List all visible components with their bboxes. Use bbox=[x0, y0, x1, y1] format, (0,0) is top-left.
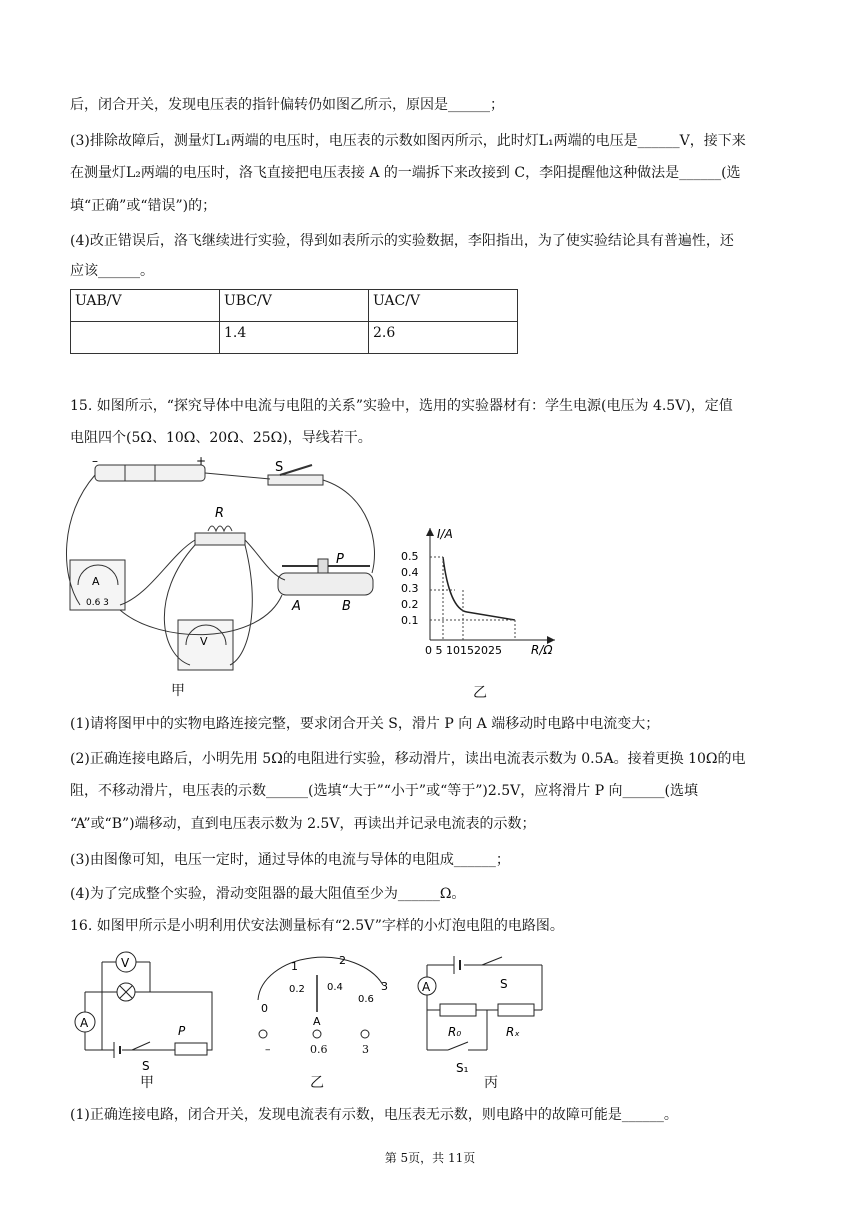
svg-text:Rₓ: Rₓ bbox=[506, 1025, 520, 1039]
svg-text:A: A bbox=[80, 1016, 89, 1030]
graph-curve bbox=[443, 557, 515, 620]
page-footer: 第 5页，共 11页 bbox=[384, 1151, 476, 1165]
text-line: 应该______。 bbox=[70, 263, 154, 279]
figure-caption-jia: 甲 bbox=[171, 683, 185, 699]
table-header-cell bbox=[71, 290, 220, 322]
svg-text:S: S bbox=[142, 1059, 150, 1073]
xticks: 0 5 10152025 bbox=[425, 644, 502, 657]
text-line: 填“正确”或“错误”)的； bbox=[70, 198, 217, 214]
svg-text:+: + bbox=[196, 455, 207, 468]
ytick: 0.5 bbox=[401, 550, 419, 563]
ytick: 0.4 bbox=[401, 566, 419, 579]
terminal-b-label: B bbox=[342, 599, 351, 614]
r0-symbol bbox=[440, 1004, 476, 1016]
resistor-label: R bbox=[215, 506, 225, 521]
table-cell bbox=[71, 322, 220, 354]
svg-text:A: A bbox=[422, 980, 431, 994]
svg-text:P: P bbox=[178, 1024, 186, 1038]
table-row bbox=[71, 322, 518, 354]
ammeter-scale: 0.6 3 bbox=[86, 598, 109, 608]
text-line: 阻，不移动滑片，电压表的示数______(选填“大于”“小于”或“等于”)2.5V，应将滑片 P 向______(选填 bbox=[70, 783, 699, 799]
header-uab: UAB/V bbox=[75, 293, 122, 309]
svg-text:A: A bbox=[313, 1015, 321, 1028]
svg-text:3: 3 bbox=[381, 980, 388, 993]
table-header-row bbox=[71, 290, 518, 322]
ytick: 0.2 bbox=[401, 598, 419, 611]
question-15-line: 电阻四个(5Ω、10Ω、20Ω、25Ω)，导线若干。 bbox=[70, 430, 372, 446]
terminal-a-label: A bbox=[292, 599, 301, 614]
svg-text:2: 2 bbox=[339, 954, 346, 967]
figure-16-jia-circuit bbox=[70, 950, 230, 1080]
header-ubc: UBC/V bbox=[224, 293, 272, 309]
svg-text:–: – bbox=[92, 455, 98, 468]
rx-symbol bbox=[498, 1004, 534, 1016]
terminal-neg: – bbox=[265, 1043, 271, 1056]
figure-15-graph bbox=[395, 520, 565, 660]
svg-text:1: 1 bbox=[291, 960, 298, 973]
text-line: (2)正确连接电路后，小明先用 5Ω的电阻进行实验，移动滑片，读出电流表示数为 0.5A。接着更换 10Ω的电 bbox=[70, 751, 746, 767]
graph-ylabel: I/A bbox=[437, 527, 453, 541]
figure-caption-yi: 乙 bbox=[473, 685, 487, 701]
figure-16-bing-circuit bbox=[412, 950, 562, 1085]
voltage-table bbox=[70, 289, 518, 354]
svg-text:S: S bbox=[500, 977, 508, 991]
ammeter-label: A bbox=[92, 575, 100, 588]
figure-16-meter bbox=[243, 950, 393, 1050]
rheostat bbox=[278, 573, 373, 595]
question-15-line: 15. 如图所示，“探究导体中电流与电阻的关系”实验中，选用的实验器材有：学生电源(电压为 4.5V)，定值 bbox=[70, 398, 733, 414]
text-line: “A”或“B”)端移动，直到电压表示数为 2.5V，再读出并记录电流表的示数； bbox=[70, 816, 536, 832]
table-header-cell bbox=[220, 290, 369, 322]
figure-15-circuit bbox=[60, 455, 380, 700]
text-line: (4)为了完成整个实验，滑动变阻器的最大阻值至少为______Ω。 bbox=[70, 886, 466, 902]
ytick: 0.1 bbox=[401, 614, 419, 627]
rheostat-symbol bbox=[175, 1043, 207, 1055]
text-line: (1)请将图甲中的实物电路连接完整，要求闭合开关 S，滑片 P 向 A 端移动时电路中电流变大； bbox=[70, 716, 660, 732]
ytick: 0.3 bbox=[401, 582, 419, 595]
resistor bbox=[195, 533, 245, 545]
terminal-3: 3 bbox=[362, 1043, 369, 1056]
table-cell: 2.6 bbox=[369, 322, 518, 354]
svg-text:S₁: S₁ bbox=[456, 1061, 469, 1075]
figure-caption-bing: 丙 bbox=[484, 1075, 498, 1091]
switch bbox=[268, 475, 323, 485]
figure-caption-yi: 乙 bbox=[310, 1075, 324, 1091]
table-cell: 1.4 bbox=[220, 322, 369, 354]
text-line: (1)正确连接电路，闭合开关，发现电流表有示数，电压表无示数，则电路中的故障可能是______。 bbox=[70, 1107, 678, 1123]
svg-text:0.2: 0.2 bbox=[289, 984, 305, 995]
header-uac: UAC/V bbox=[373, 293, 421, 309]
figure-caption-jia: 甲 bbox=[140, 1075, 154, 1091]
graph-xlabel: R/Ω bbox=[531, 643, 553, 657]
svg-text:0.4: 0.4 bbox=[327, 982, 343, 993]
text-line: (4)改正错误后，洛飞继续进行实验，得到如表所示的实验数据，李阳指出，为了使实验结论具有普遍性，还 bbox=[70, 233, 734, 249]
text-line: 后，闭合开关，发现电压表的指针偏转仍如图乙所示，原因是______； bbox=[70, 97, 504, 113]
text-line: (3)排除故障后，测量灯L₁两端的电压时，电压表的示数如图丙所示，此时灯L₁两端的电压是______V，接下来 bbox=[70, 133, 746, 149]
table-header-cell bbox=[369, 290, 518, 322]
slider-label: P bbox=[336, 552, 344, 567]
text-line: 在测量灯L₂两端的电压时，洛飞直接把电压表接 A 的一端拆下来改接到 C，李阳提醒他这种做法是______(选 bbox=[70, 165, 741, 181]
svg-text:V: V bbox=[121, 956, 130, 970]
switch-label: S bbox=[275, 460, 284, 475]
question-16-line: 16. 如图甲所示是小明利用伏安法测量标有“2.5V”字样的小灯泡电阻的电路图。 bbox=[70, 918, 564, 934]
svg-text:R₀: R₀ bbox=[448, 1025, 462, 1039]
svg-text:0.6: 0.6 bbox=[358, 994, 374, 1005]
voltmeter-label: V bbox=[200, 635, 208, 648]
text-line: (3)由图像可知，电压一定时，通过导体的电流与导体的电阻成______； bbox=[70, 852, 510, 868]
svg-text:0: 0 bbox=[261, 1002, 268, 1015]
battery bbox=[95, 465, 205, 481]
terminal-06: 0.6 bbox=[310, 1043, 328, 1056]
